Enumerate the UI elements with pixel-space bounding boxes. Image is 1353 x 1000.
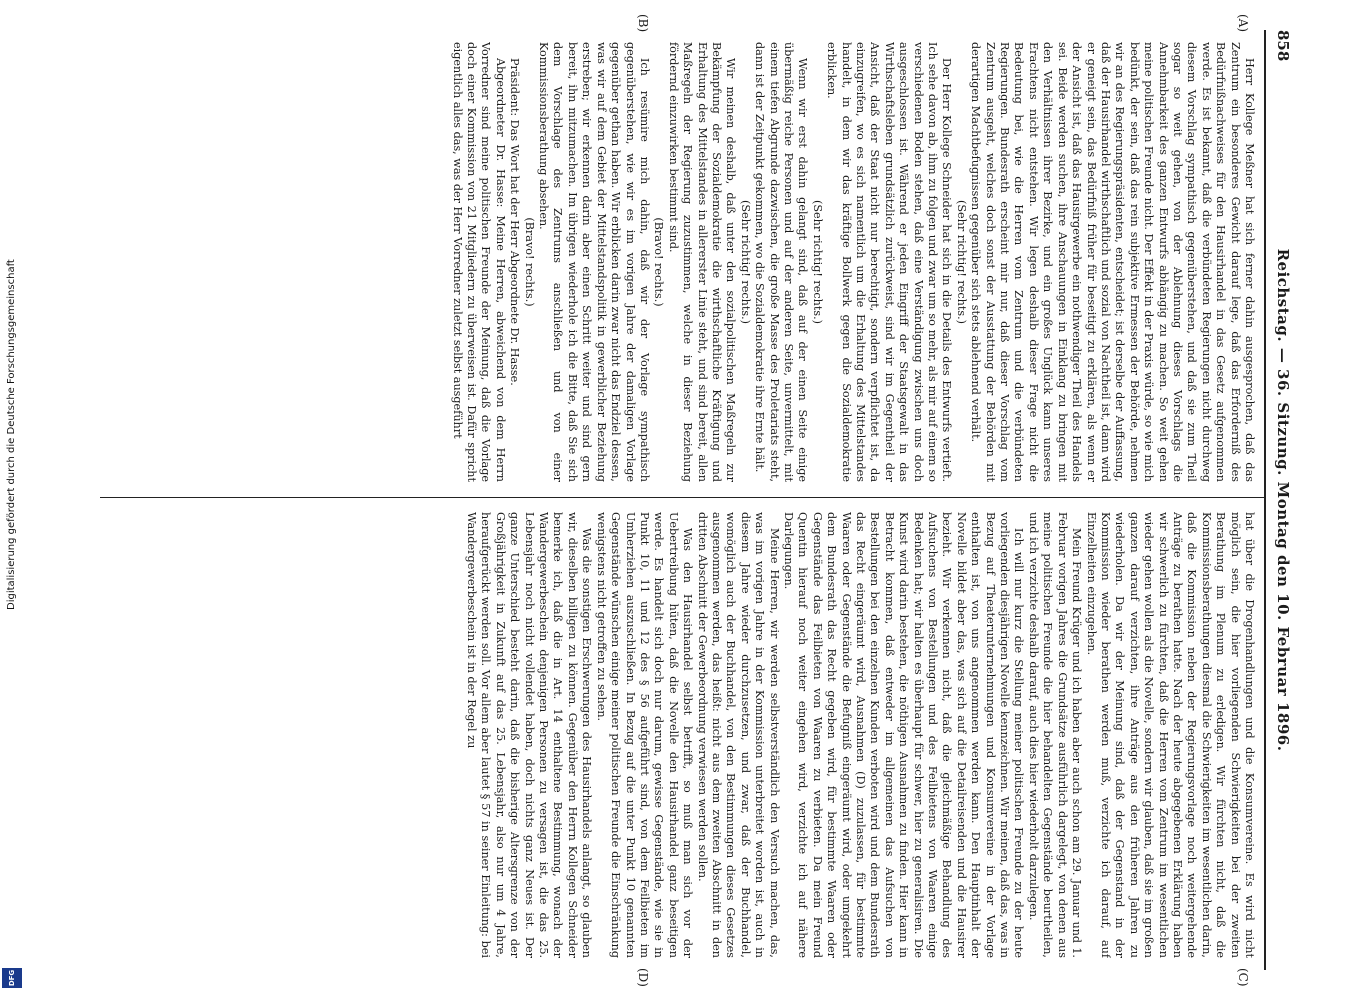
margin-marker-b: (B) <box>636 14 650 33</box>
speaker-paragraph: Abgeordneter Dr. Hasse: Meine Herren, abweichend von dem Herrn Vorredner sind meine politischen Freunde der Meinung, daß die Vorlage doch einer Kommission von 21 Mitgliedern zu überweisen ist. Dafür spricht eigentlich alles das, was der Herr Vorredner zuletzt selbst ausgeführt <box>450 42 507 482</box>
document-page <box>60 0 1300 1000</box>
paragraph: Meine Herren, wir werden selbstverständlich den Versuch machen, das, was im vorigen Jahre in der Kommission unterbreitet worden ist, auch in diesem Jahre wieder durchzusetzen, und zwar, daß der Buchhandel, womöglich auch der Buchhandel, von den Bestimmungen dieses Gesetzes ausgenommen werden, das heißt: nicht aus dem zweiten Abschnitt in den dritten Abschnitt der Gewerbeordnung verwiesen werden sollen. <box>695 512 781 958</box>
paragraph: Was den Hausirhandel selbst betrifft, so muß man sich vor der Uebertreibung hüten, daß die Novelle den Hausirhandel ganz beseitigen werde. Es handelt sich doch nur darum, gewisse Gegenstände, wie sie in Punkt 10, 11 und 12 des § 56 aufgeführt sind, von dem Feilbieten im Umherziehen auszuschließen. In Bezug auf die unter Punkt 10 genannten Gegenstände wünschen einige meiner politischen Freunde die Einschränkung wenigstens nicht getroffen zu sehen. <box>594 512 695 958</box>
rotated-page-content <box>60 0 1300 1000</box>
dfg-logo-icon: DFG <box>2 968 22 988</box>
paragraph: Ich resümire mich dahin, daß wir der Vorlage sympathisch gegenüberstehen, wie wir es im vorigen Jahre der damaligen Vorlage gegenüber gethan haben. Wir erblicken darin zwar nicht das Endziel dessen, was wir auf dem Gebiet der Mittelstandspolitik in gewerblicher Beziehung erstreben; wir erkennen darin aber einen Schritt weiter und sind gern bereit, ihn mitzumachen. Im übrigen wiederhole ich die Bitte, daß Sie sich dem Vorschlage des Zentrums anschließen und von einer Kommissionsberathung absehen. <box>537 42 651 482</box>
margin-marker-c: (C) <box>1236 968 1250 987</box>
interjection: (Sehr richtig! rechts.) <box>810 199 824 325</box>
paragraph: Mein Freund Krüger und ich haben aber auch schon am 29. Januar und 1. Februar vorigen Jahres die Grundsätze ausführlich dargelegt, von denen aus meine politischen Freunde die hier behandelten Gegenstände beurtheilen, und ich verzichte deshalb darauf, auch dies hier wiederholt darzulegen. <box>1026 512 1084 958</box>
header-rule <box>1264 30 1266 970</box>
header-title: Reichstag. — 36. Sitzung. Montag den 10. Februar 1896. <box>1274 248 1292 752</box>
paragraph: Wir meinen deshalb, daß unter den sozialpolitischen Maßregeln zur Bekämpfung der Sozialdemokratie die wirthschaftliche Kräftigung und Erhaltung des Mittelstandes in allererster Linie steht, und sind bereit, allen Maßregeln der Regierung zuzustimmen, welche in dieser Beziehung fördernd einzuwirken bestimmt sind. <box>666 42 738 482</box>
speaker-paragraph: Präsident: Das Wort hat der Herr Abgeordnete Dr. Hasse. <box>508 58 522 386</box>
column-divider <box>100 497 1264 498</box>
digitization-credit: Digitalisierung gefördert durch die Deutsche Forschungsgemeinschaft <box>6 259 17 610</box>
left-column <box>76 42 1256 482</box>
paragraph: hat über die Drogenhandlungen und die Konsumvereine. Es wird nicht möglich sein, die hier vorliegenden Schwierigkeiten bei der zweiten Berathung im Plenum zu erledigen. Wir fürchten nicht, daß die Kommissionsberathungen diesmal die Schwierigkeiten im wesentlichen darin, daß die Kommission neben der Regierungsvorlage noch weitergehende Anträge zu berathen hatte. Nach der heute abgegebenen Erklärung haben wir schwerlich zu fürchten, daß die Herren vom Zentrum im wesentlichen wieder gehen wollen als die Novelle, sondern wir glauben, daß sie im großen ganzen darauf verzichten, ihre Anträge aus den früheren Jahren zu wiederholen. Da wir der Meinung sind, daß der Gegenstand in der Kommission wieder berathen werden muß, verzichte ich darauf, auf Einzelheiten einzugehen. <box>1084 512 1256 958</box>
digitization-footer <box>0 0 26 1000</box>
paragraph: Wenn wir erst dahin gelangt sind, daß auf der einen Seite einige übermäßig reiche Personen und auf der anderen Seite, unvermittelt, mit einem tiefen Abgrunde dazwischen, die große Masse des Proletariats steht, dann ist der Zeitpunkt gekommen, wo die Sozialdemokratie ihre Ernte hält. <box>753 42 810 482</box>
right-column <box>76 512 1256 958</box>
interjection: (Bravo! rechts.) <box>652 217 666 307</box>
running-header <box>1268 30 1292 970</box>
interjection: (Bravo! rechts.) <box>522 217 536 307</box>
margin-marker-d: (D) <box>636 968 650 987</box>
paragraph: Der Herr Kollege Schneider hat sich in die Details des Entwurfs vertieft. Ich sehe davon ab, ihm zu folgen und zwar um so mehr, als mir auf einem so verschiedenen Boden stehen, daß eine Verständigung zwischen uns doch ausgeschlossen ist. Während er jeden Eingriff der Staatsgewalt in das Wirthschaftsleben grundsätzlich zurückweist, sind wir im Gegentheil der Ansicht, daß der Staat nicht nur berechtigt, sondern verpflichtet ist, da einzugreifen, wo es sich namentlich um die Erhaltung des Mittelstandes handelt, in dem wir das kräftige Bollwerk gegen die Sozialdemokratie erblicken. <box>825 42 954 482</box>
paragraph: Was die sonstigen Erschwerungen des Hausirhandels anlangt, so glauben wir, dieselben billigen zu können. Gegenüber den Herrn Kollegen Schneider bemerke ich, daß die in Art. 14 enthaltene Bestimmung, wonach der Wandergewerbeschein denjenigen Personen zu versagen ist, die das 25. Lebensjahr noch nicht vollendet haben, doch nichts ganz Neues ist. Der ganze Unterschied besteht darin, daß die bisherige Altersgrenze von der Großjährigkeit in Zukunft auf das 25. Lebensjahr, also nur um 4 Jahre, heraufgerückt werden soll. Vor allem aber lautet § 57 in seiner Einleitung: bei Wandergewerbeschein ist in der Regel zu <box>465 512 594 958</box>
paragraph: Ich will nur kurz die Stellung meiner politischen Freunde zu der heute vorliegenden diesjährigen Novelle kennzeichnen. Wir meinen, daß das, was in Bezug auf Theaterunternehmungen und Konsumvereine in der Vorlage enthalten ist, von uns angenommen werden kann. Den Hauptinhalt der Novelle bildet aber das, was sich auf die Detailreisenden und die Hausirer bezieht. Wir verkennen nicht, daß die gleichmäßige Behandlung des Aufsuchens von Bestellungen und des Feilbietens von Waaren einige Bedenken hat; wir halten es überhaupt für schwer, hier zu generalisiren. Die Kunst wird darin bestehen, die nöthigen Ausnahmen zu finden. Hier kann in Betracht kommen, daß entweder im allgemeinen das Aufsuchen von Bestellungen bei den einzelnen Kunden verboten wird und dem Bundesrath das Recht eingeräumt wird, Ausnahmen (D) zuzulassen, für bestimmte Waaren oder Gegenstände die Befugniß eingeräumt wird, oder umgekehrt dem Bundesrath das Recht gegeben wird, für bestimmte Waaren oder Gegenstände das Feilbieten von Waaren zu verbieten. Da mein Freund Quentin hierauf noch weiter eingehen wird, verzichte ich auf nähere Darlegungen. <box>782 512 1026 958</box>
interjection: (Sehr richtig! rechts.) <box>738 199 752 325</box>
interjection: (Sehr richtig! rechts.) <box>954 199 968 325</box>
page-number: 858 <box>1274 30 1292 62</box>
paragraph: Herr Kollege Meßner hat sich ferner dahin ausgesprochen, daß das Zentrum ein besonderes Gewicht darauf lege, daß das Erforderniß des Bedürfnißnachweises für den Hausirhandel in das Gesetz aufgenommen werde. Es ist bekannt, daß die verbündeten Regierungen nicht durchweg diesem Vorschlag sympathisch gegenüberstehen, und daß sie zum Theil sogar so weit gehen, von der Ablehnung dieses Vorschlags die Annehmbarkeit des ganzen Entwurfs abhängig zu machen. So weit gehen meine politischen Freunde nicht. Der Effekt in der Praxis würde, so wie mich bedünkt, der sein, daß das rein subjektive Ermessen der Behörde, nehmen wir an des Regierungspräsidenten, entscheidet; ist derselbe der Auffassung, daß der Hausirhandel wirthschaftlich und sozial von Nachtheil ist, dann wird er geneigt sein, das Bedürfniß früher für beseitigt zu erklären, als wenn er der Ansicht ist, daß das Hausirgewerbe ein nothwendiger Theil des Handels sei. Beide werden suchen, ihre Anschauungen in Einklang zu bringen mit den Verhältnissen ihrer Bezirke, und ein großes Unglück kann unseres Erachtens nicht entstehen. Wir legen deshalb dieser Frage nicht die Bedeutung bei, wie die Herren vom Zentrum und die verbündeten Regierungen. Bundesrath erscheint mir nur, daß dieser Vorschlag vom Zentrum ausgeht, welches doch sonst der Ausstattung der Behörden mit derartigen Machtbefugnissen gegenüber sich stets ablehnend verhält. <box>969 42 1256 482</box>
margin-marker-a: (A) <box>1236 14 1250 33</box>
